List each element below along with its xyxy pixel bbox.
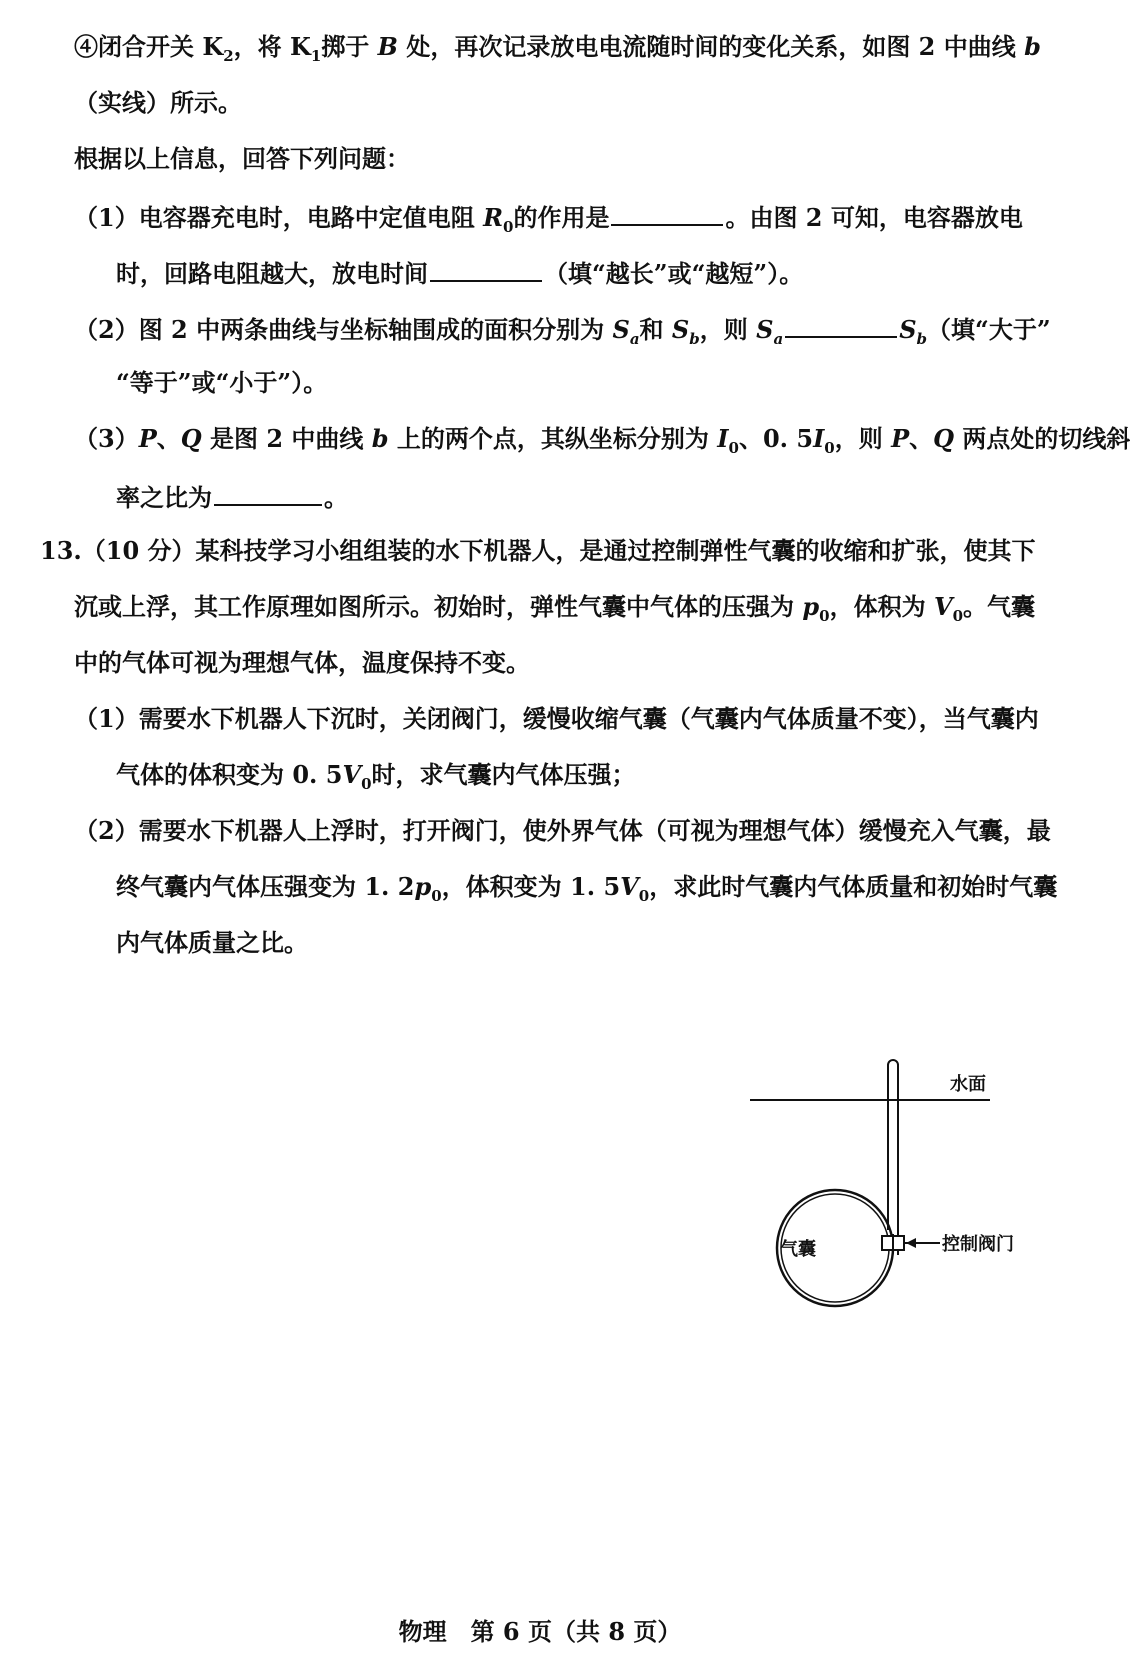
text-line: （实线）所示。 — [74, 88, 242, 117]
text-line: 中的气体可视为理想气体，温度保持不变。 — [74, 648, 530, 677]
question-3: （3）P、Q 是图 2 中曲线 b 上的两个点，其纵坐标分别为 $I_0$、0. $5I_0$，则 P、Q 两点处的切线斜 — [74, 424, 1130, 457]
text-line: 根据以上信息，回答下列问题： — [74, 144, 410, 173]
answer-blank[interactable] — [430, 256, 542, 282]
problem-13-title: 13.（10 分）某科技学习小组组装的水下机器人，是通过控制弹性气囊的收缩和扩张，使其下 — [40, 536, 1036, 565]
question-2: （2）图 2 中两条曲线与坐标轴围成的面积分别为 $S_a$和 $S_b$，则 $S_a$ $S_b$（填“大于” — [0, 312, 1080, 354]
valve-label: 控制阀门 — [942, 1234, 1014, 1255]
text-line: 时，回路电阻越大，放电时间 （填“越长”或“越短”）。 — [0, 256, 1080, 289]
text-line: 率之比为 。 — [0, 480, 1080, 513]
arrow-head — [906, 1238, 916, 1248]
text-line: “等于”或“小于”）。 — [116, 368, 328, 397]
text-line: 沉或上浮，其工作原理如图所示。初始时，弹性气囊中气体的压强为 $p_0$，体积为 $V_0$。气囊 — [74, 592, 1035, 625]
question-1: （1）电容器充电时，电路中定值电阻 $R_0$的作用是 。由图 2 可知，电容器放电 — [0, 200, 1080, 242]
airbag-label: 气囊 — [780, 1239, 816, 1260]
text-line: 内气体质量之比。 — [116, 928, 308, 957]
page-footer: 物理 第 6 页（共 8 页） — [398, 1617, 682, 1646]
water-surface-label: 水面 — [950, 1074, 986, 1095]
answer-blank[interactable] — [214, 480, 322, 506]
airbag-diagram — [740, 1050, 1020, 1310]
text-line: 气体的体积变为 0. $5V_0$时，求气囊内气体压强； — [116, 760, 636, 793]
answer-blank[interactable] — [785, 312, 897, 338]
text-line: 终气囊内气体压强变为 1. $2p_0$，体积变为 1. $5V_0$，求此时气囊内气体质量和初始时气囊 — [116, 872, 1058, 905]
question-13-2: （2）需要水下机器人上浮时，打开阀门，使外界气体（可视为理想气体）缓慢充入气囊，最 — [74, 816, 1051, 845]
answer-blank[interactable] — [611, 200, 723, 226]
text-line: ④闭合开关 $K_2$，将 $K_1$掷于 B 处，再次记录放电电流随时间的变化关系，如图 2 中曲线 b — [74, 32, 1041, 65]
question-13-1: （1）需要水下机器人下沉时，关闭阀门，缓慢收缩气囊（气囊内气体质量不变），当气囊内 — [74, 704, 1039, 733]
